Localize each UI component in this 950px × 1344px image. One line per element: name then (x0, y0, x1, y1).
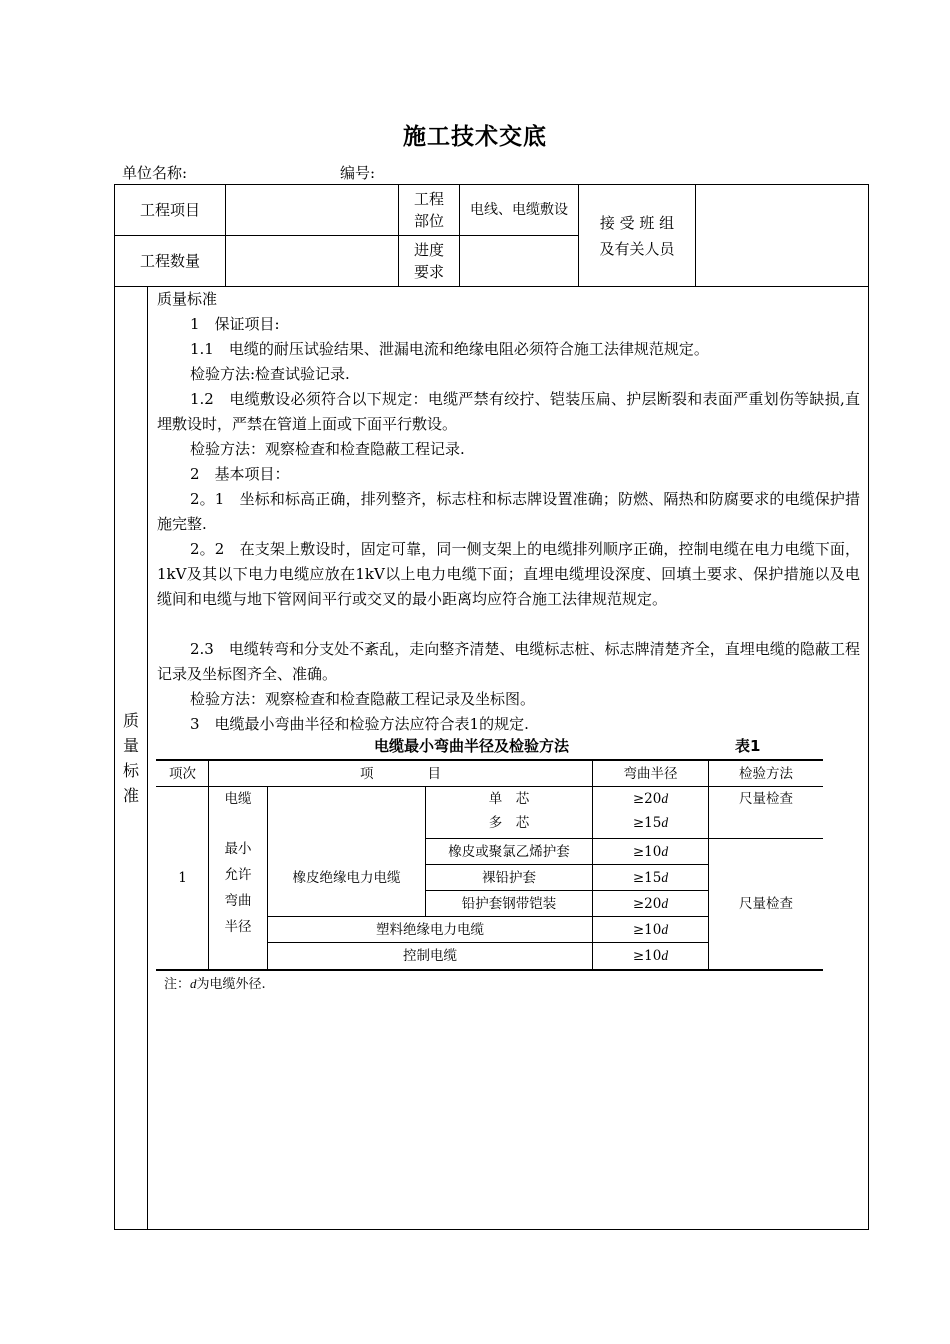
th-item-no: 项次 (169, 765, 196, 782)
group-label-line: 允许 (224, 867, 252, 883)
control-cable-label: 控制电缆 (403, 948, 457, 964)
number-label: 编号: (340, 164, 376, 182)
content-heading: 质量标准 (157, 290, 218, 308)
side-char: 标 (122, 761, 139, 780)
side-char: 质 (122, 711, 139, 730)
side-quality-label (115, 706, 147, 810)
lead-armor-label: 铅护套钢带铠装 (461, 895, 557, 912)
side-char: 量 (122, 736, 139, 755)
group-label-line: 电缆 (224, 791, 252, 807)
radius-lead-armor: ≥20 d (632, 895, 669, 912)
receiver-label (579, 185, 695, 286)
paragraph: 2。2 在支架上敷设时，固定可靠，同一侧支架上的电缆排列顺序正确，控制电缆在电力电缆下面，1kV及其以下电力电缆应放在1kV以上电力电缆下面；直埋电缆埋设深度、回填土要求、保护措施以及电缆间和电缆与地下管网间平行或交叉的最小距离均应符合施工法律规范规定。 (157, 540, 860, 608)
unit-name-label: 单位名称: (122, 164, 188, 182)
paragraph: 检验方法：观察检查和检查隐蔽工程记录及坐标图。 (190, 690, 536, 708)
radius-control: ≥10 d (632, 948, 669, 964)
paragraph: 1.2 电缆敷设必须符合以下规定：电缆严禁有绞拧、铠装压扁、护层断裂和表面严重划伤等缺损,直埋敷设时，严禁在管道上面或下面平行敷设。 (157, 390, 860, 433)
method-single-multi: 尺量检查 (739, 791, 793, 807)
radius-plastic: ≥10 d (632, 921, 669, 938)
single-core-label: 单 芯 (488, 791, 530, 807)
rubber-cable-label: 橡皮绝缘电力电缆 (292, 869, 401, 886)
th-item: 项 目 (360, 765, 441, 782)
paragraph: 检验方法:检查试验记录. (190, 365, 350, 383)
rubber-sheath-label: 橡皮或聚氯乙烯护套 (448, 843, 570, 860)
progress-label-line-1: 进度 (413, 241, 444, 259)
multi-core-label: 多 芯 (488, 815, 530, 831)
th-check-method: 检验方法 (739, 765, 793, 782)
plastic-cable-label: 塑料绝缘电力电缆 (376, 921, 484, 938)
radius-rubber-sheath: ≥10 d (632, 843, 669, 860)
table-note: 注：d为电缆外径. (164, 976, 266, 992)
table-caption: 电缆最小弯曲半径及检验方法 (374, 737, 570, 755)
part-value: 电线、电缆敷设 (470, 202, 568, 218)
table-row-no: 1 (178, 870, 187, 886)
part-label-line-2: 部位 (413, 212, 444, 230)
paragraph: 3 电缆最小弯曲半径和检验方法应符合表1的规定. (190, 715, 529, 733)
paragraph: 1.1 电缆的耐压试验结果、泄漏电流和绝缘电阻必须符合施工法律规范规定。 (190, 340, 709, 358)
receiver-label-line-1: 接 受 班 组 (599, 213, 675, 232)
paragraph: 2 基本项目： (190, 465, 290, 483)
paragraph: 2.3 电缆转弯和分支处不紊乱，走向整齐清楚、电缆标志桩、标志牌清楚齐全，直埋电缆的隐蔽工程记录及坐标图齐全、准确。 (157, 640, 860, 683)
radius-single-core: ≥20 d (632, 791, 669, 807)
project-label: 工程项目 (139, 201, 200, 219)
part-label (399, 185, 459, 235)
radius-multi-core: ≥15 d (632, 815, 669, 831)
side-char: 准 (122, 786, 139, 805)
group-label-line: 弯曲 (224, 893, 252, 909)
th-bend-radius: 弯曲半径 (623, 765, 678, 782)
receiver-label-line-2: 及有关人员 (599, 239, 675, 258)
radius-lead-sheath: ≥15 d (632, 869, 669, 886)
method-others: 尺量检查 (739, 896, 793, 912)
quantity-label: 工程数量 (139, 252, 200, 270)
group-label-line: 半径 (224, 919, 252, 935)
lead-sheath-label: 裸铅护套 (482, 869, 536, 886)
group-label-line: 最小 (224, 841, 252, 857)
page-title: 施工技术交底 (403, 124, 547, 150)
progress-label-line-2: 要求 (413, 263, 444, 281)
paragraph: 1 保证项目: (190, 315, 280, 333)
progress-label (399, 236, 459, 286)
paragraph: 检验方法：观察检查和检查隐蔽工程记录. (190, 440, 465, 458)
part-label-line-1: 工程 (413, 190, 444, 208)
paragraph: 2。1 坐标和标高正确，排列整齐，标志柱和标志牌设置准确；防燃、隔热和防腐要求的电缆保护措施完整. (157, 490, 860, 533)
table-number: 表1 (735, 737, 761, 755)
